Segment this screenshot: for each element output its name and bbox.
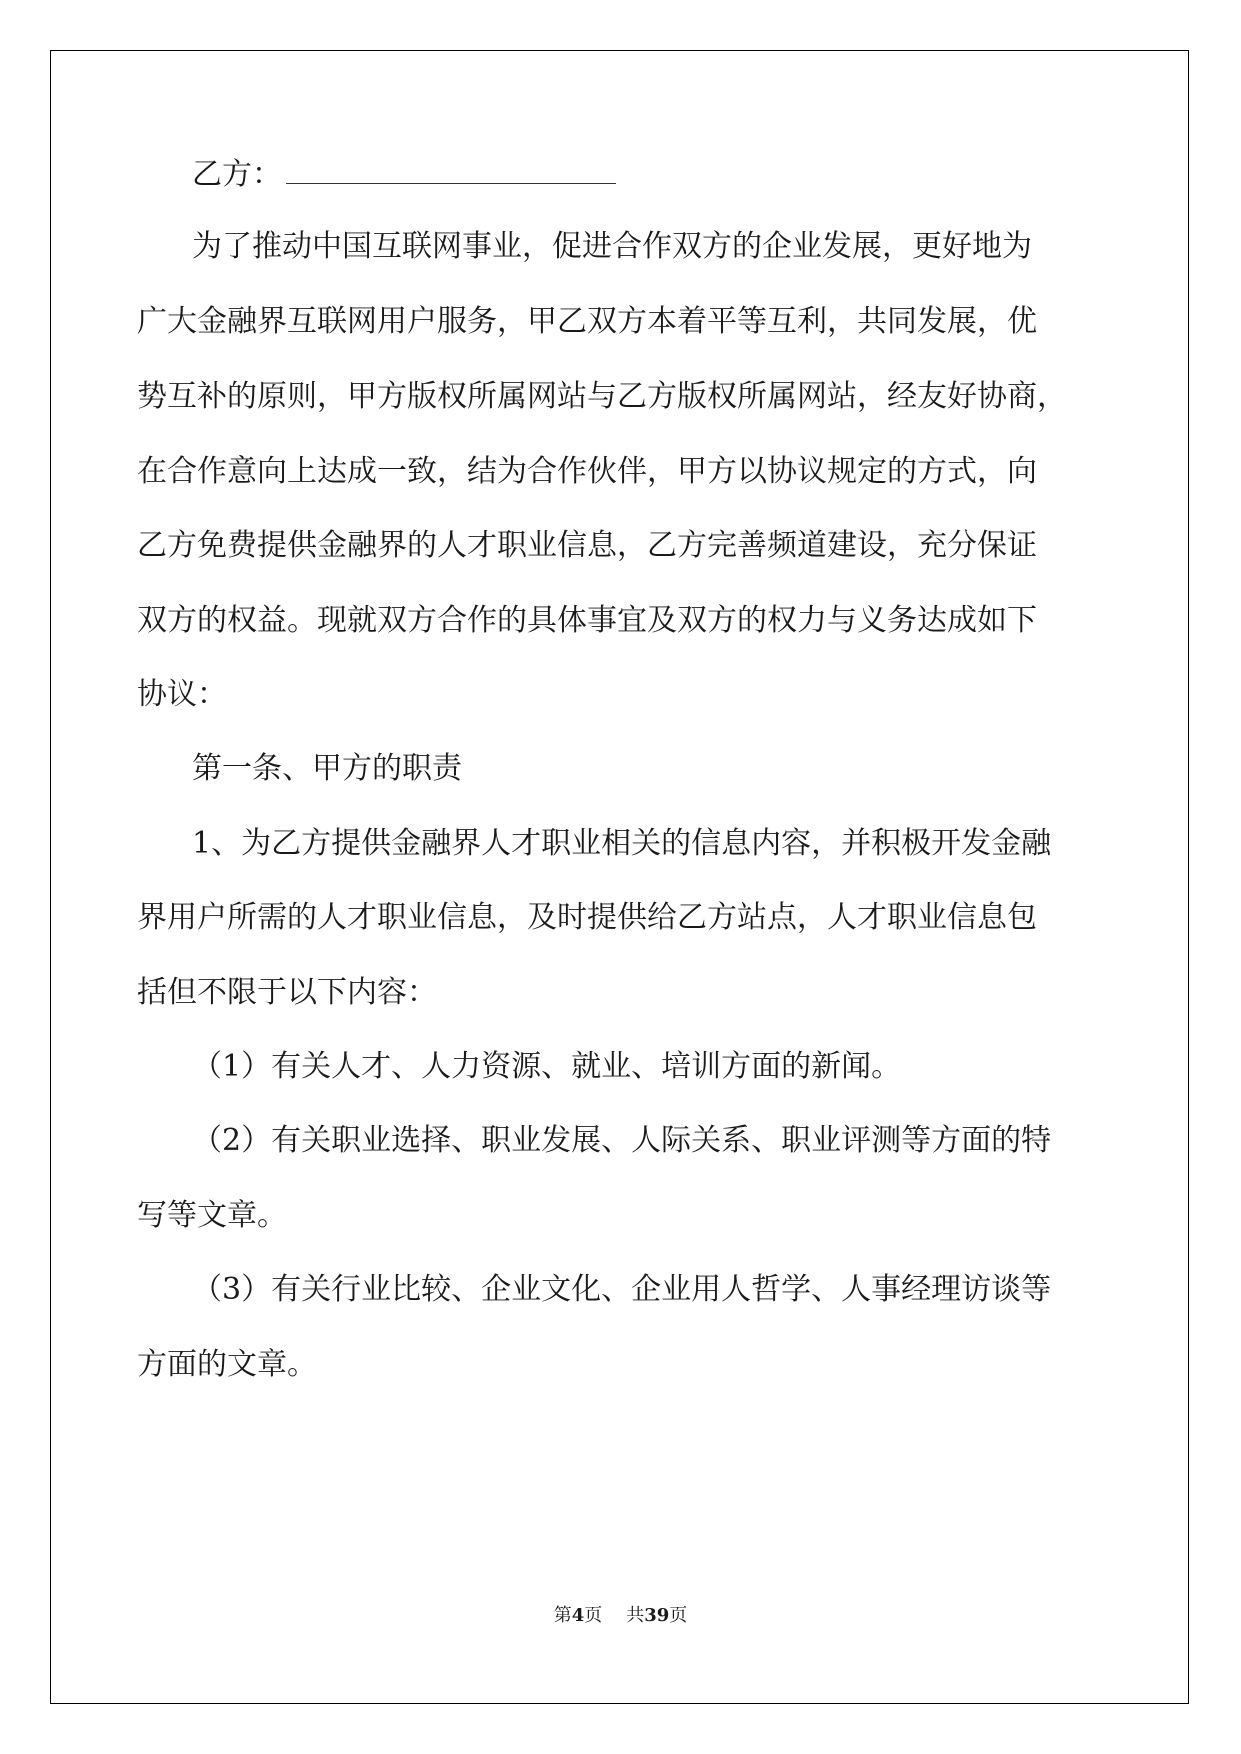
sub-item-2-line-2: 写等文章。 (137, 1198, 287, 1233)
sub-item-1: （1）有关人才、人力资源、就业、培训方面的新闻。 (192, 1049, 902, 1084)
sub-item-2-line-1: （2）有关职业选择、职业发展、人际关系、职业评测等方面的特 (192, 1123, 1052, 1158)
intro-line-5: 乙方免费提供金融界的人才职业信息，乙方完善频道建设，充分保证 (137, 528, 1037, 563)
sub-item-3-line-1: （3）有关行业比较、企业文化、企业用人哲学、人事经理访谈等 (192, 1272, 1052, 1307)
party-b-blank-field (286, 157, 616, 184)
item1-line-2: 界用户所需的人才职业信息，及时提供给乙方站点，人才职业信息包 (137, 900, 1037, 935)
article-heading: 第一条、甲方的职责 (192, 751, 462, 786)
intro-line-4: 在合作意向上达成一致，结为合作伙伴，甲方以协议规定的方式，向 (137, 454, 1037, 489)
total-suffix: 页 (669, 1605, 688, 1626)
intro-line-1: 为了推动中国互联网事业，促进合作双方的企业发展，更好地为 (192, 229, 1032, 264)
intro-line-2: 广大金融界互联网用户服务，甲乙双方本着平等互利，共同发展，优 (137, 304, 1037, 339)
intro-line-7: 协议： (137, 677, 227, 712)
item1-line-1: 1、为乙方提供金融界人才职业相关的信息内容，并积极开发金融 (192, 826, 1052, 861)
page-prefix: 第 (553, 1605, 572, 1626)
total-pages: 39 (644, 1605, 670, 1626)
intro-line-6: 双方的权益。现就双方合作的具体事宜及双方的权力与义务达成如下 (137, 603, 1037, 638)
intro-line-3: 势互补的原则，甲方版权所属网站与乙方版权所属网站，经友好协商， (137, 379, 1067, 414)
party-b-label: 乙方： (192, 157, 282, 192)
page-suffix: 页 (584, 1605, 603, 1626)
party-b-line (192, 155, 616, 195)
page-border (50, 50, 1189, 1704)
sub-item-3-line-2: 方面的文章。 (137, 1347, 317, 1382)
item1-line-3: 括但不限于以下内容： (137, 975, 437, 1010)
page-footer (0, 1604, 1241, 1628)
page-number: 4 (571, 1605, 585, 1626)
total-prefix: 共 (626, 1605, 645, 1626)
